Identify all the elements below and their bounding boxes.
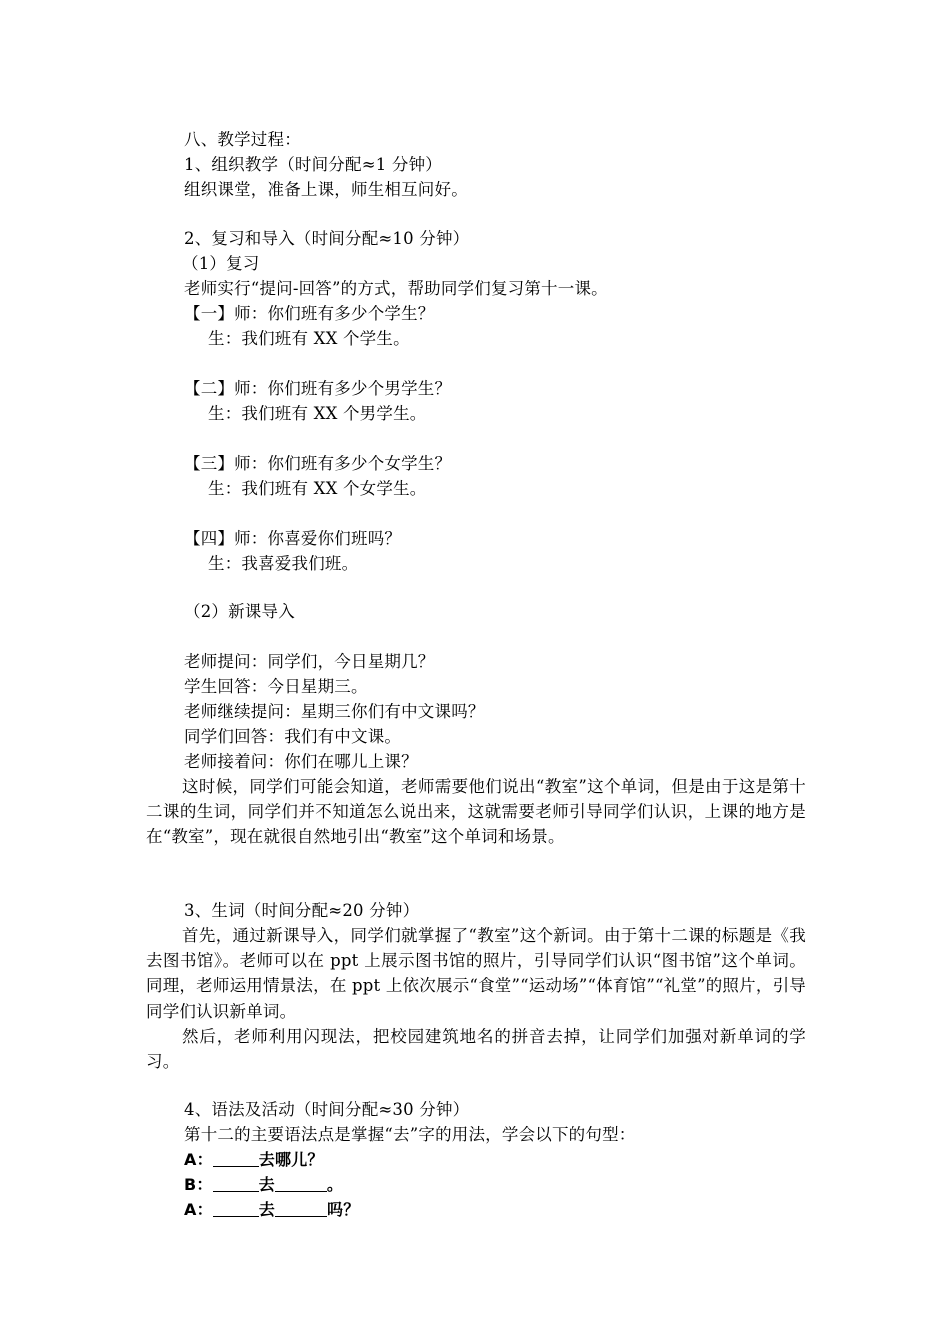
qa-answer: 生：我们班有 XX 个学生。 bbox=[208, 329, 410, 348]
dialog-line: 老师接着问：你们在哪儿上课？ bbox=[184, 752, 418, 771]
sentence-pattern bbox=[184, 1198, 359, 1222]
pattern-text: 去 bbox=[258, 1175, 275, 1194]
review-intro: 老师实行“提问-回答”的方式，帮助同学们复习第十一课。 bbox=[184, 279, 608, 298]
section-1-text: 组织课堂，准备上课，师生相互问好。 bbox=[184, 180, 468, 199]
qa-answer: 生：我们班有 XX 个女学生。 bbox=[208, 479, 427, 498]
speaker-label: A： bbox=[184, 1200, 213, 1219]
grammar-intro: 第十二的主要语法点是掌握“去”字的用法，学会以下的句型： bbox=[184, 1125, 636, 1144]
blank-line bbox=[275, 1175, 327, 1192]
section-3-title: 3、生词（时间分配≈20 分钟） bbox=[184, 901, 420, 920]
blank-line bbox=[213, 1200, 259, 1217]
sentence-pattern bbox=[184, 1173, 343, 1197]
blank-line bbox=[275, 1200, 327, 1217]
vocab-paragraph-1: 首先，通过新课导入，同学们就掌握了“教室”这个新词。由于第十二课的标题是《我去图书馆》。老师可以在 ppt 上展示图书馆的照片，引导同学们认识“图书馆”这个单词。同理，老师运用情景法，在 ppt 上依次展示“食堂”“运动场”“体育馆”“礼堂”的照片，引导同学们认识新单词。 bbox=[146, 926, 806, 1021]
sentence-pattern bbox=[184, 1148, 324, 1172]
blank-line bbox=[213, 1150, 259, 1167]
qa-answer: 生：我喜爱我们班。 bbox=[208, 554, 359, 573]
section-4-title: 4、语法及活动（时间分配≈30 分钟） bbox=[184, 1100, 470, 1119]
qa-question: 【一】师：你们班有多少个学生？ bbox=[184, 304, 435, 323]
qa-question: 【四】师：你喜爱你们班吗？ bbox=[184, 529, 402, 548]
speaker-label: A： bbox=[184, 1150, 213, 1169]
pattern-text: 去哪儿？ bbox=[258, 1150, 324, 1169]
pattern-text: 吗？ bbox=[327, 1200, 360, 1219]
section-2-title: 2、复习和导入（时间分配≈10 分钟） bbox=[184, 229, 470, 248]
qa-question: 【三】师：你们班有多少个女学生？ bbox=[184, 454, 452, 473]
dialog-line: 老师提问：同学们，今日星期几？ bbox=[184, 652, 435, 671]
vocab-paragraph-2: 然后，老师利用闪现法，把校园建筑地名的拼音去掉，让同学们加强对新单词的学习。 bbox=[146, 1027, 806, 1072]
pattern-text: 。 bbox=[326, 1175, 344, 1194]
section-heading: 八、教学过程： bbox=[184, 130, 301, 149]
speaker-label: B： bbox=[184, 1175, 213, 1194]
pattern-text: 去 bbox=[258, 1200, 275, 1219]
dialog-line: 老师继续提问：星期三你们有中文课吗？ bbox=[184, 702, 485, 721]
dialog-line: 学生回答：今日星期三。 bbox=[184, 677, 368, 696]
blank-line bbox=[213, 1175, 259, 1192]
qa-answer: 生：我们班有 XX 个男学生。 bbox=[208, 404, 427, 423]
subsection-new-lesson: （2）新课导入 bbox=[184, 602, 295, 621]
subsection-review: （1）复习 bbox=[182, 254, 260, 273]
qa-question: 【二】师：你们班有多少个男学生？ bbox=[184, 379, 452, 398]
intro-paragraph: 这时候，同学们可能会知道，老师需要他们说出“教室”这个单词，但是由于这是第十二课的生词，同学们并不知道怎么说出来，这就需要老师引导同学们认识，上课的地方是在“教室”，现在就很自然地引出“教室”这个单词和场景。 bbox=[146, 777, 806, 847]
dialog-line: 同学们回答：我们有中文课。 bbox=[184, 727, 402, 746]
section-1-title: 1、组织教学（时间分配≈1 分钟） bbox=[184, 155, 442, 174]
